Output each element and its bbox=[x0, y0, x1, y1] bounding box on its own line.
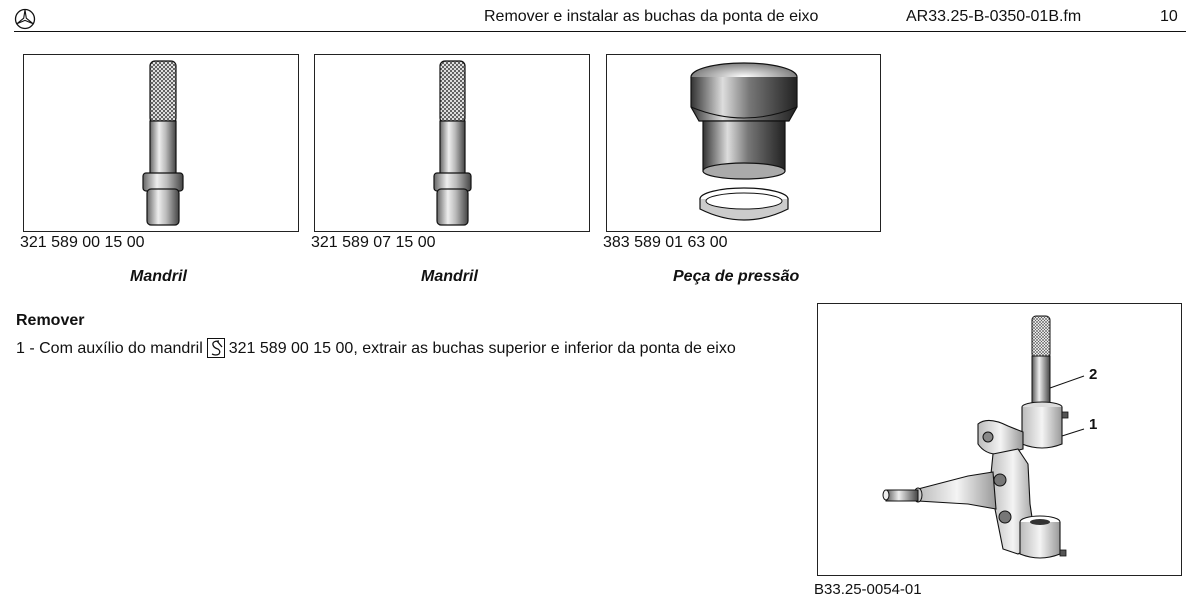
steering-knuckle-drawing-icon bbox=[818, 304, 1183, 577]
special-tool-icon bbox=[207, 338, 225, 358]
step-text-prefix: 1 - Com auxílio do mandril bbox=[16, 340, 203, 357]
tool-image-2 bbox=[314, 54, 590, 232]
page-number: 10 bbox=[1160, 8, 1178, 25]
document-id: AR33.25-B-0350-01B.fm bbox=[906, 8, 1082, 25]
mandrel-drawing-icon bbox=[24, 55, 300, 233]
tool-image-1 bbox=[23, 54, 299, 232]
tool-number-1: 321 589 00 15 00 bbox=[20, 234, 145, 251]
mercedes-star-icon bbox=[14, 8, 36, 30]
tool-name-3: Peça de pressão bbox=[673, 268, 800, 285]
tool-name-1: Mandril bbox=[130, 268, 187, 285]
callout-2: 2 bbox=[1089, 366, 1098, 383]
tool-name-2: Mandril bbox=[421, 268, 478, 285]
mandrel-drawing-icon bbox=[315, 55, 591, 233]
figure-reference: B33.25-0054-01 bbox=[814, 581, 922, 598]
tool-number-3: 383 589 01 63 00 bbox=[603, 234, 728, 251]
instruction-step bbox=[16, 339, 736, 359]
section-heading: Remover bbox=[16, 312, 85, 329]
tool-image-3 bbox=[606, 54, 881, 232]
pressure-piece-drawing-icon bbox=[607, 55, 882, 233]
header-divider bbox=[14, 31, 1186, 32]
page-title: Remover e instalar as buchas da ponta de eixo bbox=[484, 8, 819, 25]
tool-number-2: 321 589 07 15 00 bbox=[311, 234, 436, 251]
steering-knuckle-figure bbox=[817, 303, 1182, 576]
step-text-suffix: 321 589 00 15 00, extrair as buchas superior e inferior da ponta de eixo bbox=[228, 340, 736, 357]
callout-1: 1 bbox=[1089, 416, 1098, 433]
